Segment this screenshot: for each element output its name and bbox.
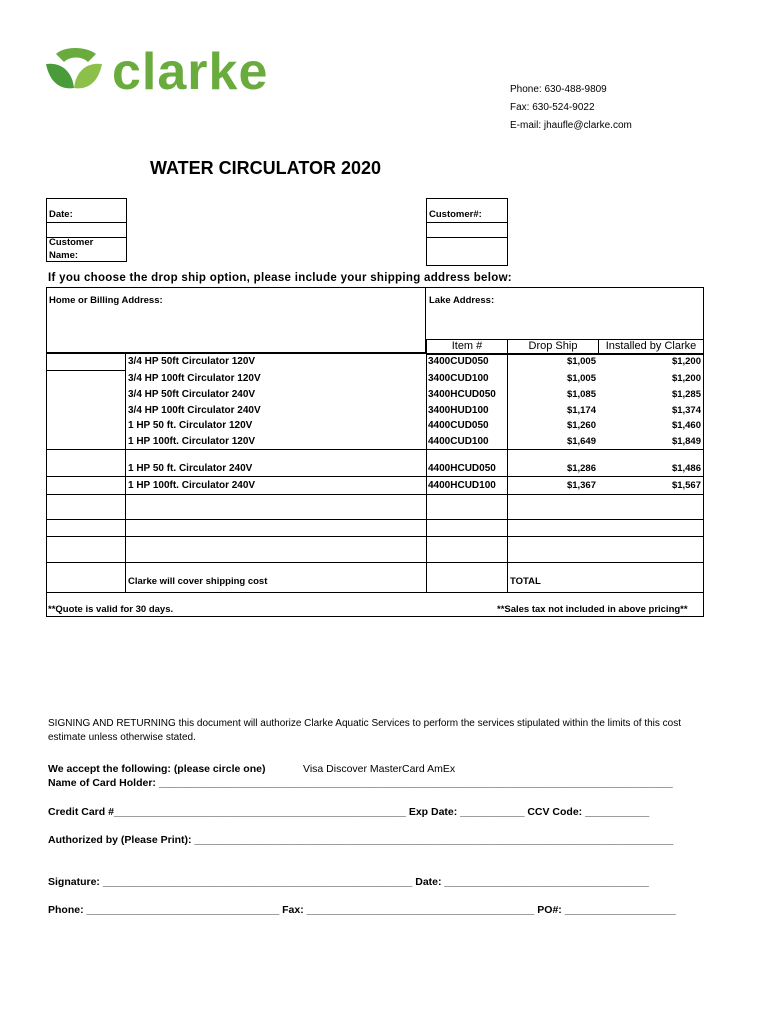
drop-ship-header: Drop Ship <box>528 340 578 352</box>
customer-name-label-1: Customer <box>49 237 94 248</box>
row-description: 3/4 HP 50ft Circulator 120V <box>128 356 256 367</box>
quote-valid-note: **Quote is valid for 30 days. <box>48 604 174 615</box>
row-item: 3400CUD100 <box>428 373 489 384</box>
row-drop-price: $1,005 <box>566 356 596 367</box>
row-item: 4400CUD050 <box>428 420 489 431</box>
customer-name-label-2: Name: <box>49 250 79 261</box>
row-installed-price: $1,200 <box>671 356 701 367</box>
page-title: WATER CIRCULATOR 2020 <box>150 158 382 178</box>
row-drop-price: $1,085 <box>566 389 596 400</box>
authorized-by-field[interactable]: Authorized by (Please Print): __________________________________________________________________________________ <box>48 834 674 846</box>
brand-name: clarke <box>112 43 269 101</box>
row-installed-price: $1,567 <box>671 480 701 491</box>
contact-phone: Phone: 630-488-9809 <box>510 84 607 95</box>
row-item: 4400CUD100 <box>428 436 489 447</box>
row-description: 1 HP 100ft. Circulator 240V <box>128 480 256 491</box>
row-drop-price: $1,367 <box>566 480 596 491</box>
row-item: 3400CUD050 <box>428 356 489 367</box>
total-label: TOTAL <box>510 576 541 587</box>
installed-header: Installed by Clarke <box>605 340 697 352</box>
contact-fax: Fax: 630-524-9022 <box>510 102 595 113</box>
row-drop-price: $1,174 <box>566 405 596 416</box>
card-options[interactable]: Visa Discover MasterCard AmEx <box>303 763 456 775</box>
row-installed-price: $1,849 <box>671 436 701 447</box>
row-drop-price: $1,260 <box>566 420 596 431</box>
row-description: 1 HP 100ft. Circulator 120V <box>128 436 256 447</box>
customer-number-label: Customer#: <box>429 209 482 220</box>
row-drop-price: $1,649 <box>566 436 596 447</box>
leaf-logo-icon <box>42 44 120 100</box>
home-address-label: Home or Billing Address: <box>49 295 163 306</box>
row-installed-price: $1,460 <box>671 420 701 431</box>
row-item: 3400HUD100 <box>428 405 489 416</box>
row-item: 4400HCUD050 <box>428 463 496 474</box>
row-item: 3400HCUD050 <box>428 389 496 400</box>
lake-address-label: Lake Address: <box>429 295 495 306</box>
row-installed-price: $1,200 <box>671 373 701 384</box>
clarke-logo <box>42 44 292 100</box>
item-header: Item # <box>451 340 483 352</box>
phone-fax-po-field[interactable]: Phone: _________________________________ Fax: _______________________________________ PO#: ___________________ <box>48 904 676 916</box>
row-description: 3/4 HP 100ft Circulator 120V <box>128 373 261 384</box>
card-holder-field[interactable]: Name of Card Holder: ________________________________________________________________________________________ <box>48 777 673 789</box>
row-description: 3/4 HP 100ft Circulator 240V <box>128 405 261 416</box>
date-label: Date: <box>49 209 73 220</box>
row-drop-price: $1,005 <box>566 373 596 384</box>
row-installed-price: $1,374 <box>671 405 701 416</box>
row-description: 1 HP 50 ft. Circulator 240V <box>128 463 253 474</box>
row-installed-price: $1,285 <box>671 389 701 400</box>
row-installed-price: $1,486 <box>671 463 701 474</box>
row-description: 1 HP 50 ft. Circulator 120V <box>128 420 253 431</box>
agreement-text-1: SIGNING AND RETURNING this document will authorize Clarke Aquatic Services to perform the services stipulated within the limits of this cost <box>48 718 682 729</box>
ship-note: If you choose the drop ship option, please include your shipping address below: <box>48 272 512 284</box>
signature-field[interactable]: Signature: _____________________________________________________ Date: ___________________________________ <box>48 876 649 888</box>
row-description: 3/4 HP 50ft Circulator 240V <box>128 389 256 400</box>
row-item: 4400HCUD100 <box>428 480 496 491</box>
agreement-text-2: estimate unless otherwise stated. <box>48 732 196 743</box>
contact-email[interactable]: E-mail: jhaufle@clarke.com <box>510 120 632 131</box>
shipping-note: Clarke will cover shipping cost <box>128 576 268 587</box>
accept-cards-label: We accept the following: (please circle one) <box>48 763 266 775</box>
credit-card-field[interactable]: Credit Card #__________________________________________________ Exp Date: ___________ CCV Code: ___________ <box>48 806 650 818</box>
row-drop-price: $1,286 <box>566 463 596 474</box>
tax-note: **Sales tax not included in above pricing** <box>497 604 688 615</box>
